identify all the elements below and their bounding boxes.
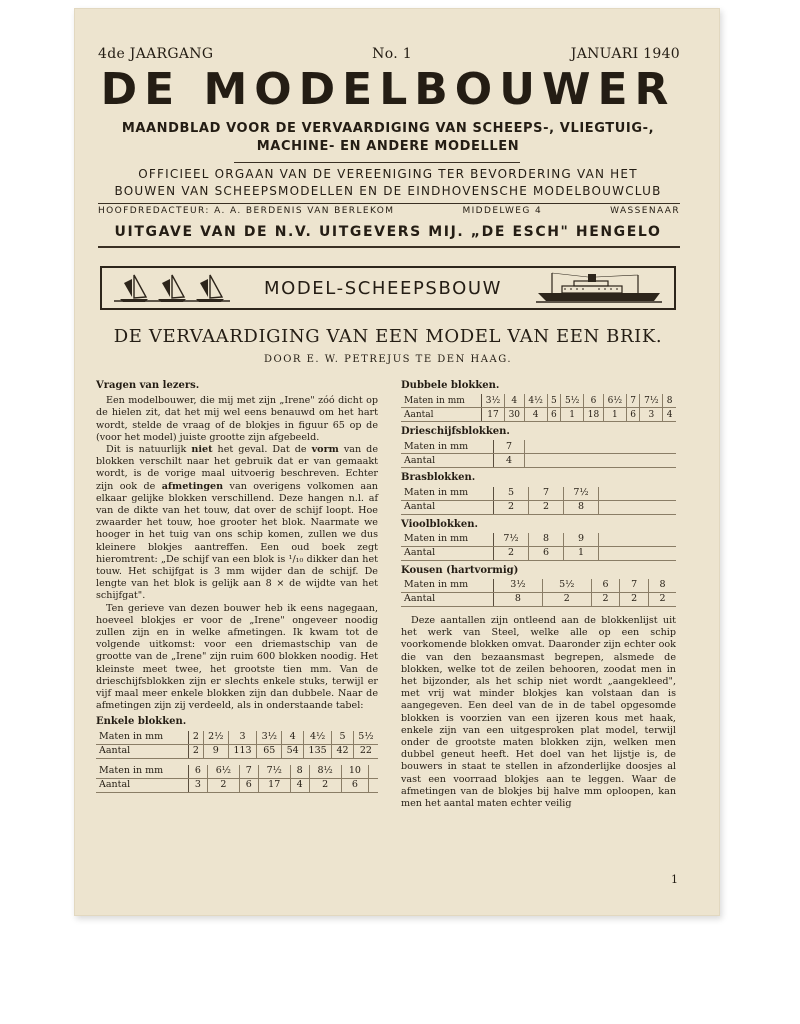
table-enkele-blokken-part2 bbox=[96, 765, 378, 793]
count-cell: 9 bbox=[203, 744, 228, 758]
row-label: Maten in mm bbox=[401, 487, 494, 501]
row-label: Aantal bbox=[401, 454, 494, 468]
count-cell: 3 bbox=[640, 408, 663, 422]
size-cell: 6½ bbox=[603, 394, 626, 408]
page-number: 1 bbox=[671, 873, 678, 886]
row-label: Maten in mm bbox=[401, 440, 494, 454]
article-title: DE VERVAARDIGING VAN EEN MODEL VAN EEN BRIK. bbox=[113, 326, 663, 347]
steamship-illustration bbox=[534, 271, 664, 305]
subtitle-line-2: MACHINE- EN ANDERE MODELLEN bbox=[256, 139, 520, 154]
paragraph: Een modelbouwer, die mij met zijn „Irene" zóó dicht op de hielen zit, dat het mij wel eens benauwd om het hart wordt, stelde de vraag of de blokjes in figuur 65 op de (voor het model) juiste grootte zijn afgebeeld. bbox=[96, 395, 378, 443]
divider bbox=[98, 246, 680, 248]
volume-label: 4de JAARGANG bbox=[98, 46, 214, 62]
count-cell: 2 bbox=[542, 593, 591, 607]
count-cell: 2 bbox=[648, 593, 676, 607]
count-cell: 17 bbox=[258, 778, 290, 792]
count-cell: 2 bbox=[207, 778, 239, 792]
left-column bbox=[96, 380, 378, 796]
size-cell bbox=[369, 765, 378, 779]
count-cell: 42 bbox=[332, 744, 354, 758]
table-brasblokken bbox=[401, 487, 676, 515]
emphasis: vorm bbox=[311, 444, 339, 456]
editor-city: WASSENAAR bbox=[610, 206, 680, 216]
table-kousen bbox=[401, 579, 676, 607]
count-cell: 2 bbox=[494, 546, 529, 560]
size-cell: 7½ bbox=[564, 487, 599, 501]
editor-name: HOOFDREDACTEUR: A. A. BERDENIS VAN BERLEKOM bbox=[98, 206, 395, 216]
emphasis: niet bbox=[191, 444, 213, 456]
divider bbox=[98, 203, 680, 204]
count-cell: 65 bbox=[257, 744, 282, 758]
size-cell: 3½ bbox=[494, 579, 543, 593]
row-label: Aantal bbox=[401, 546, 494, 560]
size-cell: 7½ bbox=[258, 765, 290, 779]
size-cell: 8 bbox=[529, 533, 564, 547]
size-cell: 5½ bbox=[542, 579, 591, 593]
paragraph: Ten gerieve van dezen bouwer heb ik eens nagegaan, hoeveel blokjes er voor de „Irene" ongeveer noodig zullen zijn en in welke afmetingen. Ik kwam tot de volgende uitkomst: voor een driemastschip van de grootte van de „Irene" zijn ruim 600 blokken noodig. Het kleinste meet twee, het grootste tien mm. Van de drieschijfsblokken zijn er slechts enkele stuks, terwijl er vijf maal meer enkele blokken zijn dan dubbele. Naar de afmetingen zijn zij verdeeld, als in onderstaande tabel: bbox=[96, 602, 378, 712]
row-label: Maten in mm bbox=[96, 765, 189, 779]
count-cell: 135 bbox=[303, 744, 331, 758]
size-cell: 8 bbox=[663, 394, 676, 408]
count-cell: 17 bbox=[482, 408, 505, 422]
size-cell: 4 bbox=[504, 394, 524, 408]
right-column bbox=[401, 380, 676, 810]
row-label: Aantal bbox=[401, 408, 482, 422]
masthead-subtitle bbox=[96, 120, 680, 156]
table-title-enkele: Enkele blokken. bbox=[96, 716, 187, 728]
table-title-dubbele: Dubbele blokken. bbox=[401, 380, 500, 391]
issue-line bbox=[98, 46, 680, 62]
count-cell bbox=[369, 778, 378, 792]
size-cell: 5½ bbox=[561, 394, 584, 408]
count-cell: 30 bbox=[504, 408, 524, 422]
size-cell: 6½ bbox=[207, 765, 239, 779]
issue-number: No. 1 bbox=[372, 46, 412, 62]
size-cell: 7 bbox=[494, 440, 525, 454]
size-cell: 7 bbox=[239, 765, 258, 779]
count-cell: 4 bbox=[290, 778, 309, 792]
divider bbox=[234, 162, 520, 163]
size-cell: 9 bbox=[564, 533, 599, 547]
count-cell: 6 bbox=[529, 546, 564, 560]
paragraph-text: het geval. Dat de bbox=[212, 444, 312, 456]
size-cell: 3½ bbox=[257, 731, 282, 745]
size-cell: 4½ bbox=[524, 394, 547, 408]
row-label: Maten in mm bbox=[96, 731, 189, 745]
editor-line bbox=[98, 206, 680, 216]
size-cell: 8 bbox=[648, 579, 676, 593]
official-organ-text bbox=[96, 166, 680, 200]
paragraph-text: van overigens volkomen aan elkaar gelijke blokken verschillend. Deze hangen n.l. af van de dikte van het touw, dat over de schijf loopt. Hoe zwaarder het touw, hoe grooter het blok. Naarmate we hooger in het tuig van ons schip komen, zullen we dus kleinere blokjes aantreffen. Een oud boek zegt hieromtrent: „De schijf van een blok is ¹/₁₀ dikker dan het touw. Het schijfgat is 3 mm wijder dan de schijf. De lengte van het blok is gelijk aan 8 × de wijdte van het schijfgat". bbox=[96, 480, 378, 602]
count-cell: 8 bbox=[494, 593, 543, 607]
count-cell: 113 bbox=[228, 744, 256, 758]
count-cell: 1 bbox=[561, 408, 584, 422]
masthead-title: DE MODELBOUWER bbox=[100, 64, 676, 115]
issue-date: JANUARI 1940 bbox=[570, 46, 680, 62]
banner-title: MODEL-SCHEEPSBOUW bbox=[263, 277, 503, 299]
paragraph: Deze aantallen zijn ontleend aan de blokkenlijst uit het werk van Steel, welke alle op een schip voorkomende blokken omvat. Daaronder zijn echter ook die van den bezaansmast begrepen, alsmede de blokken, welke tot de zeilen behooren, zoodat men in het bijzonder, als het schip niet wordt „aangekleed", met vrij wat minder blokjes kan volstaan dan is aangegeven. Een deel van de in de tabel opgesomde blokken is voorzien van een ijzeren kous met haak, enkele zijn van een uitgesproken plat model, terwijl onder de grootste maten blokken zijn, welken men dubbel geneut heeft. Het doel van het lijstje is, de bouwers in staat te stellen in afzonderlijke doosjes al vast een voorraad blokjes aan te leggen. Waar de afmetingen van de blokjes bij halve mm oploopen, kan men het aantal maten echter veilig bbox=[401, 615, 676, 810]
row-label: Aantal bbox=[401, 500, 494, 514]
size-cell: 2 bbox=[189, 731, 204, 745]
size-cell: 7½ bbox=[494, 533, 529, 547]
count-cell: 22 bbox=[353, 744, 378, 758]
size-cell: 6 bbox=[584, 394, 604, 408]
count-cell: 6 bbox=[341, 778, 369, 792]
row-label: Aantal bbox=[96, 778, 189, 792]
count-cell: 4 bbox=[524, 408, 547, 422]
count-cell: 3 bbox=[189, 778, 208, 792]
table-enkele-blokken-part1 bbox=[96, 731, 378, 759]
size-cell: 10 bbox=[341, 765, 369, 779]
official-line-2: BOUWEN VAN SCHEEPSMODELLEN EN DE EINDHOVENSCHE MODELBOUWCLUB bbox=[114, 184, 662, 198]
publisher-line: UITGAVE VAN DE N.V. UITGEVERS MIJ. „DE ESCH" HENGELO bbox=[114, 224, 662, 240]
table-vioolblokken bbox=[401, 533, 676, 561]
row-label: Aantal bbox=[401, 593, 494, 607]
count-cell: 6 bbox=[626, 408, 640, 422]
subtitle-line-1: MAANDBLAD VOOR DE VERVAARDIGING VAN SCHEEPS-, VLIEGTUIG-, bbox=[121, 121, 655, 136]
count-cell: 2 bbox=[591, 593, 620, 607]
size-cell: 5 bbox=[332, 731, 354, 745]
count-cell: 8 bbox=[564, 500, 599, 514]
table-dubbele-blokken bbox=[401, 394, 676, 422]
count-cell: 2 bbox=[620, 593, 649, 607]
count-cell: 2 bbox=[529, 500, 564, 514]
magazine-page bbox=[74, 8, 720, 916]
count-cell: 18 bbox=[584, 408, 604, 422]
emphasis: afmetingen bbox=[161, 480, 224, 492]
row-label: Maten in mm bbox=[401, 394, 482, 408]
paragraph-text: van de blokken verschilt naar het gebruik dat er van gemaakt wordt, is de vorige maal uitvoerig beschreven. Echter zijn ook de bbox=[96, 444, 378, 492]
table-drieschijfsblokken bbox=[401, 440, 676, 468]
size-cell: 3 bbox=[228, 731, 256, 745]
editor-address: MIDDELWEG 4 bbox=[462, 206, 543, 216]
size-cell: 5 bbox=[494, 487, 529, 501]
size-cell: 3½ bbox=[482, 394, 505, 408]
size-cell: 5 bbox=[547, 394, 561, 408]
paragraph-text: Dit is natuurlijk bbox=[106, 444, 192, 456]
paragraph bbox=[96, 444, 378, 603]
count-cell: 1 bbox=[564, 546, 599, 560]
official-line-1: OFFICIEEL ORGAAN VAN DE VEREENIGING TER BEVORDERING VAN HET bbox=[138, 167, 638, 181]
table-title-kousen: Kousen (hartvormig) bbox=[401, 564, 519, 576]
count-cell: 6 bbox=[547, 408, 561, 422]
size-cell: 6 bbox=[591, 579, 620, 593]
table-title-viool: Vioolblokken. bbox=[401, 518, 478, 530]
size-cell: 8½ bbox=[309, 765, 341, 779]
row-label: Aantal bbox=[96, 744, 189, 758]
size-cell: 7½ bbox=[640, 394, 663, 408]
sailboats-illustration bbox=[112, 271, 232, 305]
size-cell: 2½ bbox=[203, 731, 228, 745]
size-cell: 5½ bbox=[353, 731, 378, 745]
article-byline: DOOR E. W. PETREJUS TE DEN HAAG. bbox=[263, 354, 513, 365]
table-title-drieschijfs: Drieschijfsblokken. bbox=[401, 426, 510, 438]
count-cell: 1 bbox=[603, 408, 626, 422]
size-cell: 4½ bbox=[303, 731, 331, 745]
count-cell: 2 bbox=[494, 500, 529, 514]
count-cell: 54 bbox=[282, 744, 304, 758]
size-cell: 7 bbox=[620, 579, 649, 593]
size-cell: 4 bbox=[282, 731, 304, 745]
count-cell: 4 bbox=[663, 408, 676, 422]
size-cell: 7 bbox=[626, 394, 640, 408]
count-cell: 2 bbox=[189, 744, 204, 758]
count-cell: 6 bbox=[239, 778, 258, 792]
size-cell: 6 bbox=[189, 765, 208, 779]
row-label: Maten in mm bbox=[401, 533, 494, 547]
count-cell: 4 bbox=[494, 454, 525, 468]
row-label: Maten in mm bbox=[401, 579, 494, 593]
section-heading: Vragen van lezers. bbox=[96, 380, 200, 391]
table-title-bras: Brasblokken. bbox=[401, 472, 476, 484]
size-cell: 7 bbox=[529, 487, 564, 501]
section-banner bbox=[100, 266, 676, 310]
count-cell: 2 bbox=[309, 778, 341, 792]
size-cell: 8 bbox=[290, 765, 309, 779]
